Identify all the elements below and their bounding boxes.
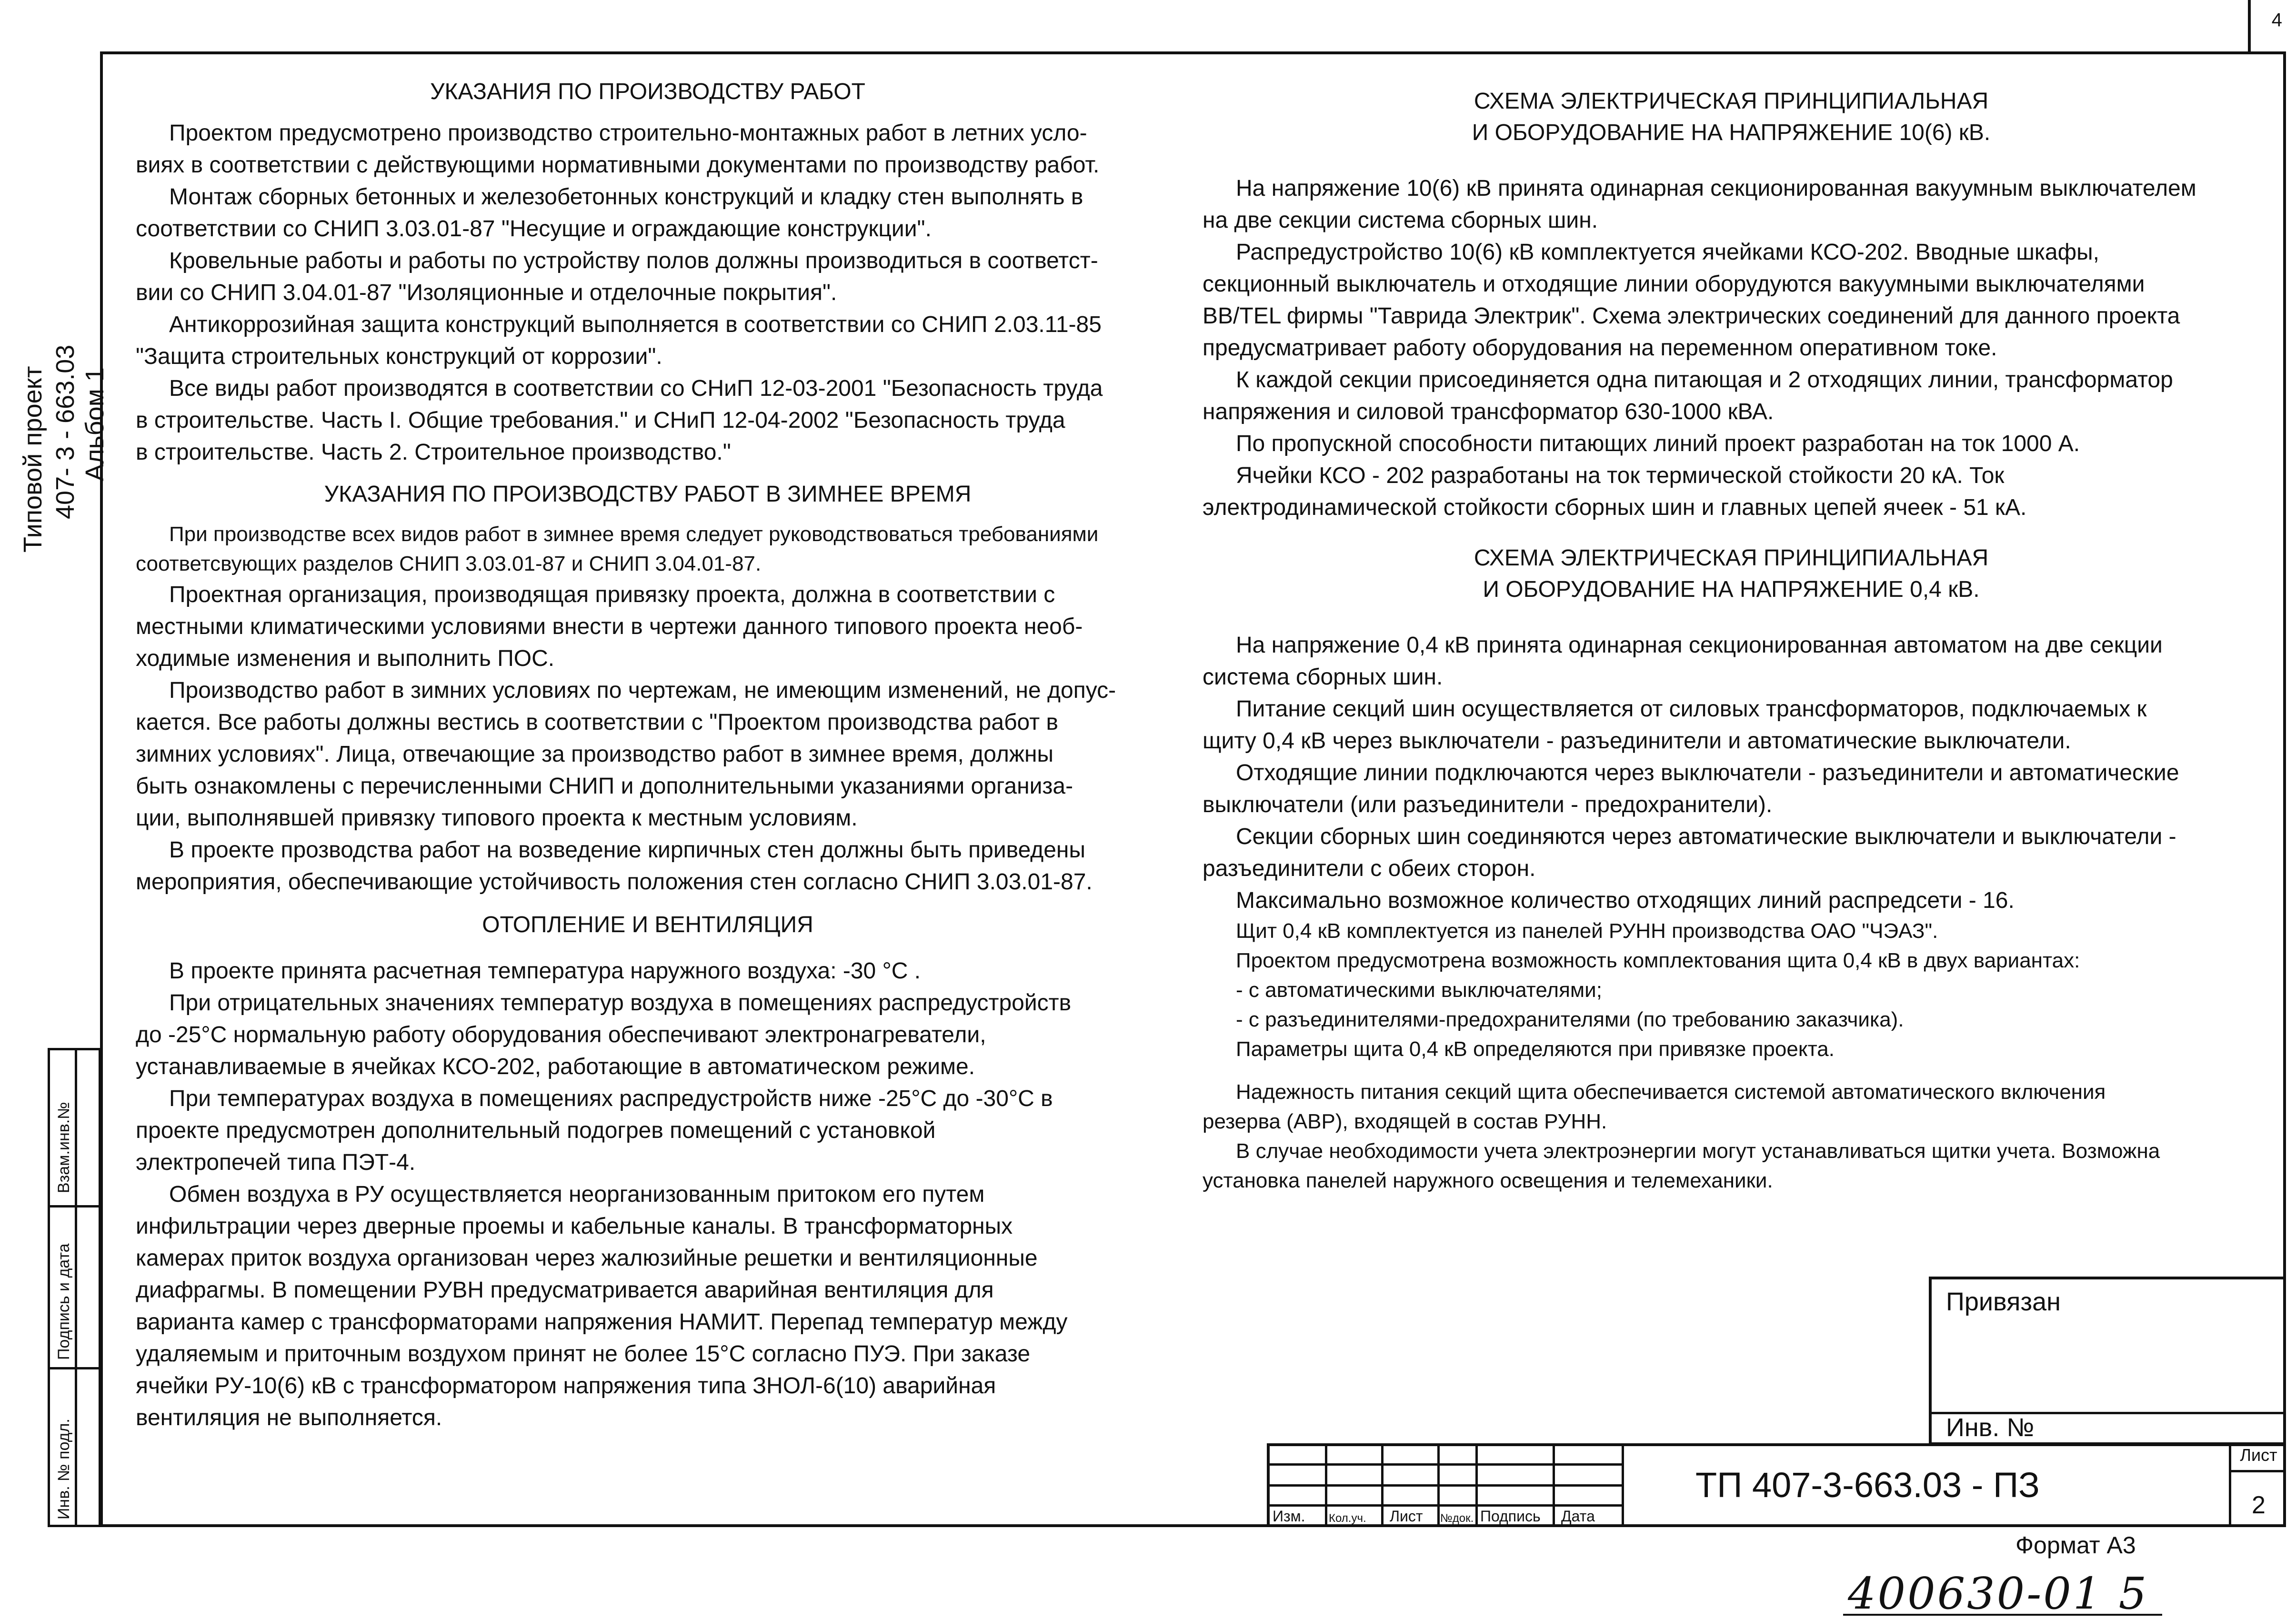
col-data: Дата [1561,1508,1595,1525]
right-paragraph-17: В случае необходимости учета электроэнергии могут устанавливаться щитки учета. Возможна установка панелей наружного освещения и телемеханики. [1203,1139,2160,1192]
sheet-number: 2 [2252,1491,2266,1519]
stamp-label-podpis: Подпись и дата [55,1243,73,1360]
revision-col-line [1381,1443,1384,1527]
stamp-label-inv: Инв. № подл. [55,1419,73,1519]
sheet-box-divider [2231,1470,2286,1472]
col-kol-uch: Кол.уч. [1329,1512,1366,1525]
handwritten-archive-mark: 400630-01 5 [1848,1568,2149,1619]
revision-col-line [1475,1443,1478,1527]
right-column [1203,86,2260,1196]
heading-heating-ventilation: ОТОПЛЕНИЕ И ВЕНТИЛЯЦИЯ [482,912,813,937]
right-paragraph-5: Ячейки КСО - 202 разработаны на ток термической стойкости 20 кА. Ток электродинамической стойкости сборных шин и главных цепей ячеек - 51 кА. [1203,463,2027,520]
binding-stamp-box [1929,1277,2286,1445]
right-paragraph-12: Проектом предусмотрена возможность комплектования щита 0,4 кВ в двух вариантах: [1236,949,2080,972]
side-title-line-2: 407- 3 - 663.03 [51,344,80,519]
revision-table [1267,1443,1624,1527]
stamp-cell-inv [50,1369,99,1527]
right-paragraph-11: Щит 0,4 кВ комплектуется из панелей РУНН производства ОАО "ЧЭАЗ". [1236,919,1938,943]
side-title-line-1: Типовой проект [19,366,47,553]
right-paragraph-8: Отходящие линии подключаются через выключатели - разъединители и автоматические выключатели (или разъединители - предохранители). [1203,760,2179,817]
handwritten-underline [1843,1614,2162,1616]
right-paragraph-15: Параметры щита 0,4 кВ определяются при привязке проекта. [1236,1037,1835,1061]
revision-row-line [1267,1463,1624,1466]
left-paragraph-6: При производстве всех видов работ в зимнее время следует руководствоваться требованиями соответсвующих разделов СНИП 3.03.01-87 и СНИП 3.04.01-87. [136,523,1099,575]
col-podpis: Подпись [1480,1508,1541,1525]
revision-col-line [1325,1443,1327,1527]
heading-work-instructions: УКАЗАНИЯ ПО ПРОИЗВОДСТВУ РАБОТ [430,79,865,104]
right-paragraph-3: К каждой секции присоединяется одна питающая и 2 отходящих линии, трансформатор напряжения и силовой трансформатор 630-1000 кВА. [1203,367,2173,424]
left-paragraph-3: Кровельные работы и работы по устройству полов должны производиться в соответст- вии со СНИП 3.04.01-87 "Изоляционные и отделочные покрытия". [136,248,1098,305]
stamp-cell-podpis [50,1207,99,1369]
sheet-corner-tab [2248,0,2286,52]
heading-winter-work: УКАЗАНИЯ ПО ПРОИЗВОДСТВУ РАБОТ В ЗИМНЕЕ ВРЕМЯ [324,482,972,507]
left-paragraph-8: Производство работ в зимних условиях по чертежам, не имеющим изменений, не допус- кается. Все работы должны вестись в соответствии с "Проектом производства работ в зимних условиях". Лица, отвечающие за производство работ в зимнее время, должны быть ознакомлены с перечисленными СНИП и дополнительными указаниями организа- ции, выполнявшей привязку типового проекта к местным условиям. [136,678,1116,831]
stamp-cell-vzam [50,1050,99,1207]
left-paragraph-7: Проектная организация, производящая привязку проекта, должна в соответствии с местными климатическими условиями внести в чертежи данного типового проекта необ- ходимые изменения и выполнить ПОС. [136,582,1083,671]
right-paragraph-7: Питание секций шин осуществляется от силовых трансформаторов, подключаемых к щиту 0,4 кВ через выключатели - разъединители и автоматические выключатели. [1203,696,2147,754]
left-paragraph-11: При отрицательных значениях температур воздуха в помещениях распредустройств до -25°С нормальную работу оборудования обеспечивают электронагреватели, устанавливаемые в ячейках КСО-202, работающие в автоматическом режиме. [136,990,1072,1079]
heading-scheme-04kv: СХЕМА ЭЛЕКТРИЧЕСКАЯ ПРИНЦИПИАЛЬНАЯ И ОБОРУДОВАНИЕ НА НАПРЯЖЕНИЕ 0,4 кВ. [1474,545,1989,602]
sheet-corner-number: 4 [2271,10,2282,30]
right-paragraph-14: - с разъединителями-предохранителями (по требованию заказчика). [1236,1008,1904,1031]
heading-scheme-10kv: СХЕМА ЭЛЕКТРИЧЕСКАЯ ПРИНЦИПИАЛЬНАЯ И ОБОРУДОВАНИЕ НА НАПРЯЖЕНИЕ 10(6) кВ. [1472,89,1991,145]
revision-col-line [1622,1443,1624,1527]
right-paragraph-13: - с автоматическими выключателями; [1236,978,1602,1002]
right-paragraph-10: Максимально возможное количество отходящих линий распредсети - 16. [1236,888,2015,913]
right-paragraph-6: На напряжение 0,4 кВ принята одинарная секционированная автоматом на две секции система сборных шин. [1203,633,2163,690]
left-paragraph-13: Обмен воздуха в РУ осуществляется неорганизованным притоком его путем инфильтрации через дверные проемы и кабельные каналы. В трансформаторных камерах приток воздуха организован через жалюзийные решетки и вентиляционные диафрагмы. В помещении РУВН предусматривается аварийная вентиляция для варианта камер с трансформаторами напряжения НАМИТ. Перепад температур между удаляемым и приточным воздухом принят не более 15°С согласно ПУЭ. При заказе ячейки РУ-10(6) кВ с трансформатором напряжения типа ЗНОЛ-6(10) аварийная вентиляция не выполняется. [136,1182,1068,1430]
inv-number-label: Инв. № [1946,1413,2035,1442]
document-code: ТП 407-3-663.03 - ПЗ [1695,1465,2040,1505]
left-paragraph-4: Антикоррозийная защита конструкций выполняется в соответствии со СНИП 2.03.11-85 "Защита строительных конструкций от коррозии". [136,312,1102,369]
left-column [136,76,1160,1434]
col-izm: Изм. [1273,1508,1305,1525]
left-paragraph-12: При температурах воздуха в помещениях распредустройств ниже -25°С до -30°С в проекте предусмотрен дополнительный подогрев помещений с установкой электропечей типа ПЭТ-4. [136,1086,1053,1175]
left-paragraph-1: Проектом предусмотрено производство строительно-монтажных работ в летних усло- виях в соответствии с действующими нормативными документами по производству работ. [136,121,1100,178]
revision-col-line [1553,1443,1555,1527]
revision-row-line [1267,1484,1624,1487]
col-ndok: №док. [1440,1512,1474,1525]
sheet-number-box [2229,1443,2286,1527]
right-paragraph-2: Распредустройство 10(6) кВ комплектуется ячейками КСО-202. Вводные шкафы, секционный выключатель и отходящие линии оборудуются вакуумными выключателями BB/TEL фирмы "Таврида Электрик". Схема электрических соединений для данного проекта предусматривает работу оборудования на переменном оперативном токе. [1203,240,2180,361]
left-paragraph-2: Монтаж сборных бетонных и железобетонных конструкций и кладку стен выполнять в соответствии со СНИП 3.03.01-87 "Несущие и ограждающие конструкции". [136,184,1083,241]
right-paragraph-4: По пропускной способности питающих линий проект разработан на ток 1000 А. [1236,431,2080,456]
paper-format: Формат А3 [2015,1532,2136,1559]
right-paragraph-16: Надежность питания секций щита обеспечивается системой автоматического включения резерва (АВР), входящей в состав РУНН. [1203,1080,2106,1133]
revision-col-line [1437,1443,1440,1527]
left-paragraph-5: Все виды работ производятся в соответствии со СНиП 12-03-2001 "Безопасность труда в строительстве. Часть I. Общие требования." и СНиП 12-04-2002 "Безопасность труда в строительстве. Часть 2. Строительное производство." [136,376,1103,465]
stamp-label-vzam: Взам.инв.№ [55,1102,73,1193]
left-paragraph-9: В проекте прозводства работ на возведение кирпичных стен должны быть приведены мероприятия, обеспечивающие устойчивость положения стен согласно СНИП 3.03.01-87. [136,837,1093,895]
left-paragraph-10: В проекте принята расчетная температура наружного воздуха: -30 °С . [169,958,921,984]
right-paragraph-9: Секции сборных шин соединяются через автоматические выключатели и выключатели - разъединители с обеих сторон. [1203,824,2176,881]
sheet-label: Лист [2240,1445,2277,1465]
binding-label: Привязан [1946,1288,2061,1316]
col-list: Лист [1390,1508,1423,1525]
approval-stamp-column [48,1048,101,1527]
side-title-line-3: Альбом 1 [80,367,109,481]
stamp-column-divider [75,1050,77,1525]
right-paragraph-1: На напряжение 10(6) кВ принята одинарная секционированная вакуумным выключателем на две секции система сборных шин. [1203,176,2196,233]
revision-row-line [1267,1504,1624,1507]
